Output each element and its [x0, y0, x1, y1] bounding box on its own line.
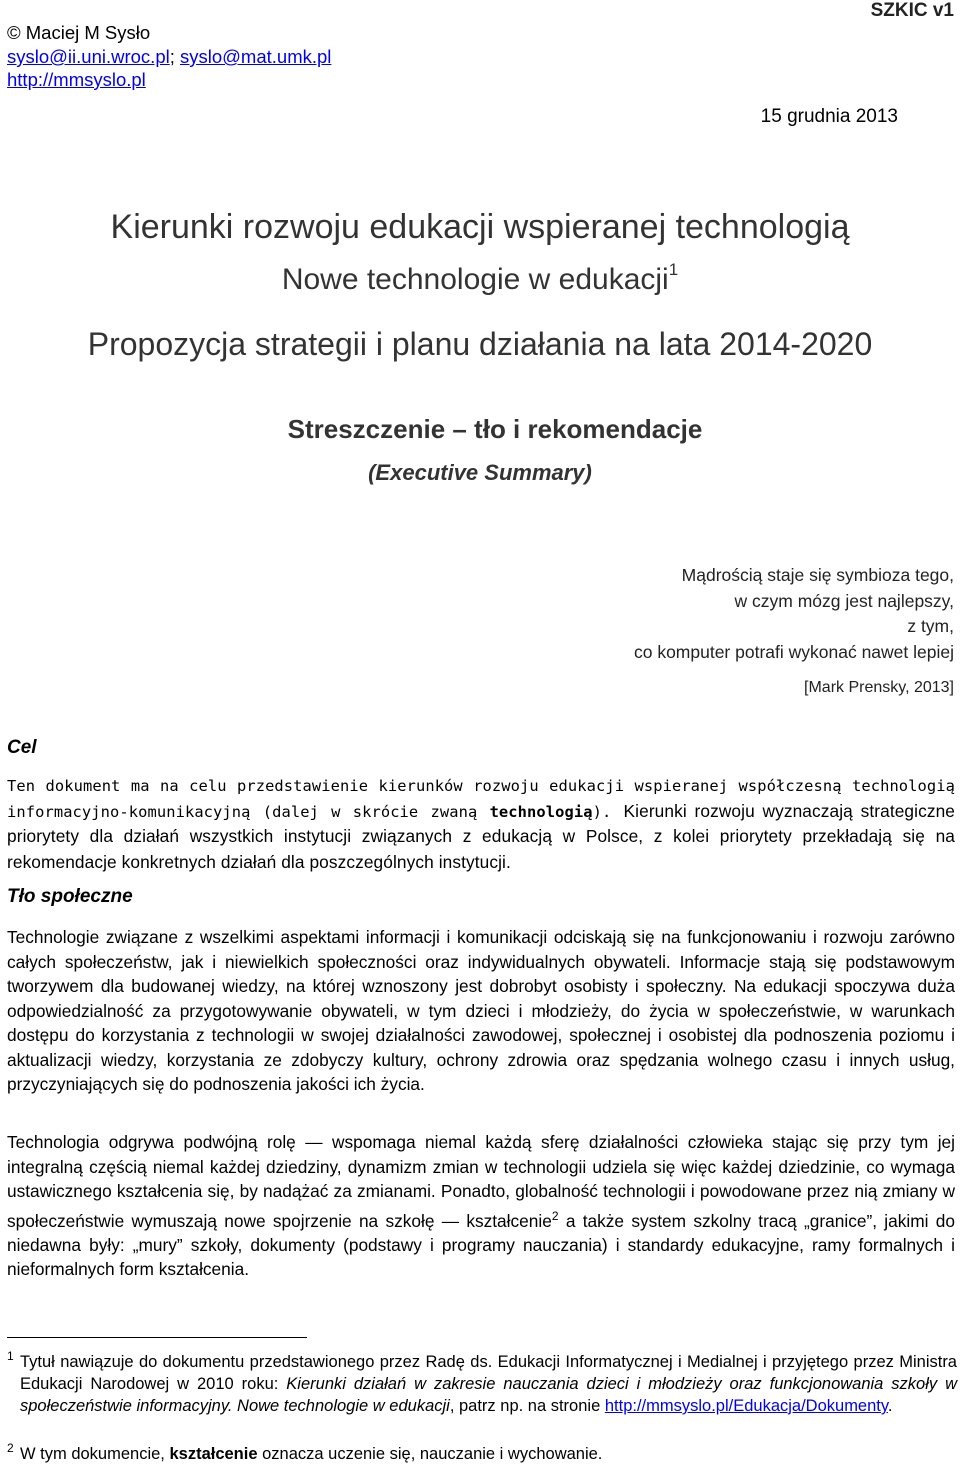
footnote-1-number: 1: [7, 1349, 14, 1363]
website-link[interactable]: http://mmsyslo.pl: [7, 69, 146, 90]
footnote-separator: [7, 1337, 307, 1338]
footnote-1-text-b: , patrz np. na stronie: [449, 1397, 605, 1415]
footnote-1-italic: Kierunki działań w zakresie nauczania dzieci i młodzieży oraz funkcjonowania szkoły w społeczeństwie informacyjny. Nowe technologie w edukacji: [20, 1375, 958, 1415]
footnote-1-body: [20, 1351, 957, 1417]
cel-text-bold: technologią: [489, 802, 593, 821]
quote-line-1: Mądrością staje się symbioza tego,: [681, 565, 954, 585]
subtitle-text: Nowe technologie w edukacji: [281, 263, 669, 296]
cel-text-a: Ten dokument ma na celu przedstawienie kierunków rozwoju edukacji wspieranej współczesną technologią informacyjno-komunikacyjną (dalej w skrócie zwaną: [7, 777, 955, 821]
cel-text-priorities: Kierunki rozwoju wyznaczają strategiczne priorytety dla działań wszystkich instytucji związanych z edukacją w Polsce, z kolei priorytety przekładają się na rekomendacje konkretnych działań dla poszczególnych instytucji.: [7, 800, 955, 872]
quote-line-4: co komputer potrafi wykonać nawet lepiej: [633, 641, 954, 662]
footnote-1-text: Tytuł nawiązuje do dokumentu przedstawionego przez Radę ds. Edukacji Informatycznej i Medialnej i przyjętego przez Ministra Edukacji Narodowej w 2010 roku:: [20, 1353, 957, 1393]
tlo-p2-text-b: a także system szkolny tracą „granice”, jakimi do niedawna były: „mury” szkoły, dokumenty (podstawy i programy nauczania) i standardy edukacyjne, ramy formalnych i nieformalnych form kształcenia.: [7, 1210, 955, 1280]
footnote-ref-2: 2: [551, 1208, 559, 1223]
cel-text-c: ).: [592, 802, 612, 821]
email-line: [7, 46, 331, 67]
section-heading-cel: Cel: [7, 737, 37, 758]
footnote-1-text-c: .: [887, 1397, 893, 1415]
subtitle: [0, 262, 960, 298]
epigraph-quote: [634, 563, 954, 701]
footnote-2-body: [20, 1443, 957, 1465]
email-link-umk[interactable]: syslo@mat.umk.pl: [180, 46, 332, 67]
draft-label: SZKIC v1: [870, 0, 954, 21]
quote-line-3: z tym,: [907, 616, 954, 636]
executive-summary-label: (Executive Summary): [368, 460, 592, 485]
footnote-ref-1: 1: [668, 260, 679, 279]
quote-line-2: w czym mózg jest najlepszy,: [734, 590, 954, 611]
email-separator: ;: [169, 46, 180, 67]
document-date: 15 grudnia 2013: [760, 106, 898, 127]
footnote-2-number: 2: [7, 1441, 14, 1455]
section-heading-tlo: Tło społeczne: [7, 886, 133, 907]
footnote-2-bold: kształcenie: [169, 1445, 258, 1463]
tlo-paragraph-2: [7, 1130, 955, 1282]
footnote-2: [7, 1443, 957, 1465]
footnote-2-text-c: oznacza uczenie się, nauczanie i wychowanie.: [257, 1445, 603, 1463]
main-title: Kierunki rozwoju edukacji wspieranej technologią: [110, 208, 850, 246]
cel-paragraph: [7, 774, 955, 875]
tlo-p2-text-a: Technologia odgrywa podwójną rolę — wspomaga niemal każdą sferę działalności człowieka stając się przy tym jej integralną częścią niemal każdej dziedziny, dynamizm zmian w technologii udziela się więc każdej dziedzinie, co wymaga ustawicznego kształcenia się, by nadążać za zmianami. Ponadto, globalność technologii i powodowane przez nią zmiany w społeczeństwie wymuszają nowe spojrzenie na szkołę — kształcenie: [7, 1132, 955, 1231]
summary-title: Streszczenie – tło i rekomendacje: [287, 414, 703, 444]
author-line: © Maciej M Sysło: [7, 22, 151, 43]
strategy-title: Propozycja strategii i planu działania na lata 2014-2020: [87, 326, 873, 362]
footnote-2-text: W tym dokumencie,: [20, 1445, 170, 1463]
email-link-wroc[interactable]: syslo@ii.uni.wroc.pl: [7, 46, 170, 67]
quote-citation: [Mark Prensky, 2013]: [804, 679, 954, 696]
footnote-1: [7, 1351, 957, 1417]
footnote-1-link[interactable]: http://mmsyslo.pl/Edukacja/Dokumenty: [604, 1397, 888, 1415]
tlo-paragraph-1: Technologie związane z wszelkimi aspektami informacji i komunikacji odciskają się na funkcjonowaniu i rozwoju zarówno całych społeczeństw, jak i niewielkich społeczności oraz indywidualnych obywateli. Informacje stają się podstawowym tworzywem dla budowanej wiedzy, na której wznoszony jest dobrobyt osobisty i społeczny. Na edukacji spoczywa duża odpowiedzialność za przygotowywanie obywateli, w tym dzieci i młodzieży, do życia w społeczeństwie, w warunkach dostępu do korzystania z technologii w swojej działalności zawodowej, społecznej i osobistej dla podnoszenia poziomu i aktualizacji wiedzy, korzystania ze zdobyczy kultury, ochrony zdrowia oraz spędzania wolnego czasu i innych usług, przyczyniających się do podnoszenia jakości ich życia.: [7, 927, 955, 1094]
